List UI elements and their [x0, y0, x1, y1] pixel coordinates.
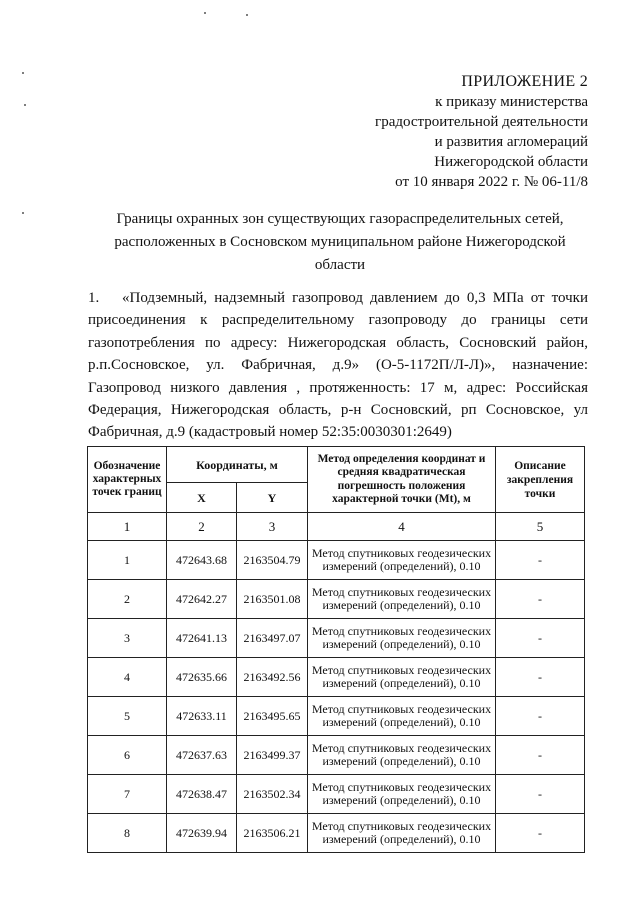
method-cell: Метод спутниковых геодезических измерений (определений), 0.10: [308, 619, 496, 658]
document-title: [80, 208, 600, 277]
coord-x: 472642.27: [167, 580, 237, 619]
column-index: 3: [237, 513, 308, 541]
coord-y: 2163492.56: [237, 658, 308, 697]
column-index: 4: [308, 513, 496, 541]
header-method: Метод определения координат и средняя квадратическая погрешность положения характерной точки (Mt), м: [308, 447, 496, 513]
description-cell: -: [496, 697, 585, 736]
table-row: [88, 580, 585, 619]
appendix-title: ПРИЛОЖЕНИЕ 2: [461, 73, 588, 90]
coordinates-table: [87, 446, 585, 853]
method-cell: Метод спутниковых геодезических измерений (определений), 0.10: [308, 736, 496, 775]
column-index-row: [88, 513, 585, 541]
point-number: 1: [88, 541, 167, 580]
scan-speck: [22, 212, 24, 214]
table-row: [88, 814, 585, 853]
item-text: «Подземный, надземный газопровод давлением до 0,3 МПа от точки присоединения к распределительному газопроводу до границы сети газопотребления по адресу: Нижегородская область, Сосновский район, р.п.Сосновское, ул. Фабричная, д.9» (О-5-1172П/Л-Л)», назначение: Газопровод низкого давления , протяженность: 17 м, адрес: Российская Федерация, Нижегородская область, р-н Сосновский, рп Сосновское, ул Фабричная, д.9 (кадастровый номер 52:35:0030301:2649): [88, 290, 588, 441]
header-line: к приказу министерства: [435, 94, 588, 110]
description-cell: -: [496, 775, 585, 814]
coord-x: 472639.94: [167, 814, 237, 853]
coord-y: 2163504.79: [237, 541, 308, 580]
description-cell: -: [496, 736, 585, 775]
point-number: 6: [88, 736, 167, 775]
header-point: Обозначение характерных точек границ: [88, 447, 167, 513]
scan-speck: [22, 72, 24, 74]
coord-y: 2163506.21: [237, 814, 308, 853]
coord-y: 2163499.37: [237, 736, 308, 775]
point-number: 5: [88, 697, 167, 736]
order-date-number: от 10 января 2022 г. № 06-11/8: [395, 174, 588, 190]
table-row: [88, 736, 585, 775]
coord-y: 2163501.08: [237, 580, 308, 619]
scan-speck: [204, 12, 206, 14]
table-row: [88, 775, 585, 814]
coord-x: 472638.47: [167, 775, 237, 814]
point-number: 4: [88, 658, 167, 697]
column-index: 1: [88, 513, 167, 541]
item-number: 1.: [88, 290, 100, 306]
description-cell: -: [496, 814, 585, 853]
title-line: Границы охранных зон существующих газораспределительных сетей,: [116, 211, 564, 227]
header-line: Нижегородской области: [434, 154, 588, 170]
header-y: Y: [237, 483, 308, 513]
point-number: 3: [88, 619, 167, 658]
table-row: [88, 619, 585, 658]
coord-y: 2163495.65: [237, 697, 308, 736]
title-line: области: [314, 257, 366, 273]
method-cell: Метод спутниковых геодезических измерений (определений), 0.10: [308, 697, 496, 736]
item-description: [88, 287, 588, 444]
description-cell: -: [496, 541, 585, 580]
table-row: [88, 697, 585, 736]
description-cell: -: [496, 580, 585, 619]
method-cell: Метод спутниковых геодезических измерений (определений), 0.10: [308, 541, 496, 580]
column-index: 5: [496, 513, 585, 541]
method-cell: Метод спутниковых геодезических измерений (определений), 0.10: [308, 580, 496, 619]
method-cell: Метод спутниковых геодезических измерений (определений), 0.10: [308, 658, 496, 697]
table-row: [88, 658, 585, 697]
point-number: 2: [88, 580, 167, 619]
header-line: градостроительной деятельности: [375, 114, 588, 130]
coord-x: 472635.66: [167, 658, 237, 697]
scan-speck: [246, 14, 248, 16]
point-number: 7: [88, 775, 167, 814]
coord-y: 2163502.34: [237, 775, 308, 814]
method-cell: Метод спутниковых геодезических измерений (определений), 0.10: [308, 775, 496, 814]
column-index: 2: [167, 513, 237, 541]
table-row: [88, 541, 585, 580]
coord-x: 472633.11: [167, 697, 237, 736]
coord-x: 472637.63: [167, 736, 237, 775]
point-number: 8: [88, 814, 167, 853]
header-coords: Координаты, м: [167, 447, 308, 483]
coord-y: 2163497.07: [237, 619, 308, 658]
method-cell: Метод спутниковых геодезических измерений (определений), 0.10: [308, 814, 496, 853]
title-line: расположенных в Сосновском муниципальном районе Нижегородской: [114, 234, 566, 250]
header-x: X: [167, 483, 237, 513]
appendix-header: [375, 72, 588, 192]
coord-x: 472643.68: [167, 541, 237, 580]
header-line: и развития агломераций: [434, 134, 588, 150]
description-cell: -: [496, 658, 585, 697]
header-description: Описание закрепления точки: [496, 447, 585, 513]
coord-x: 472641.13: [167, 619, 237, 658]
scan-speck: [24, 104, 26, 106]
description-cell: -: [496, 619, 585, 658]
